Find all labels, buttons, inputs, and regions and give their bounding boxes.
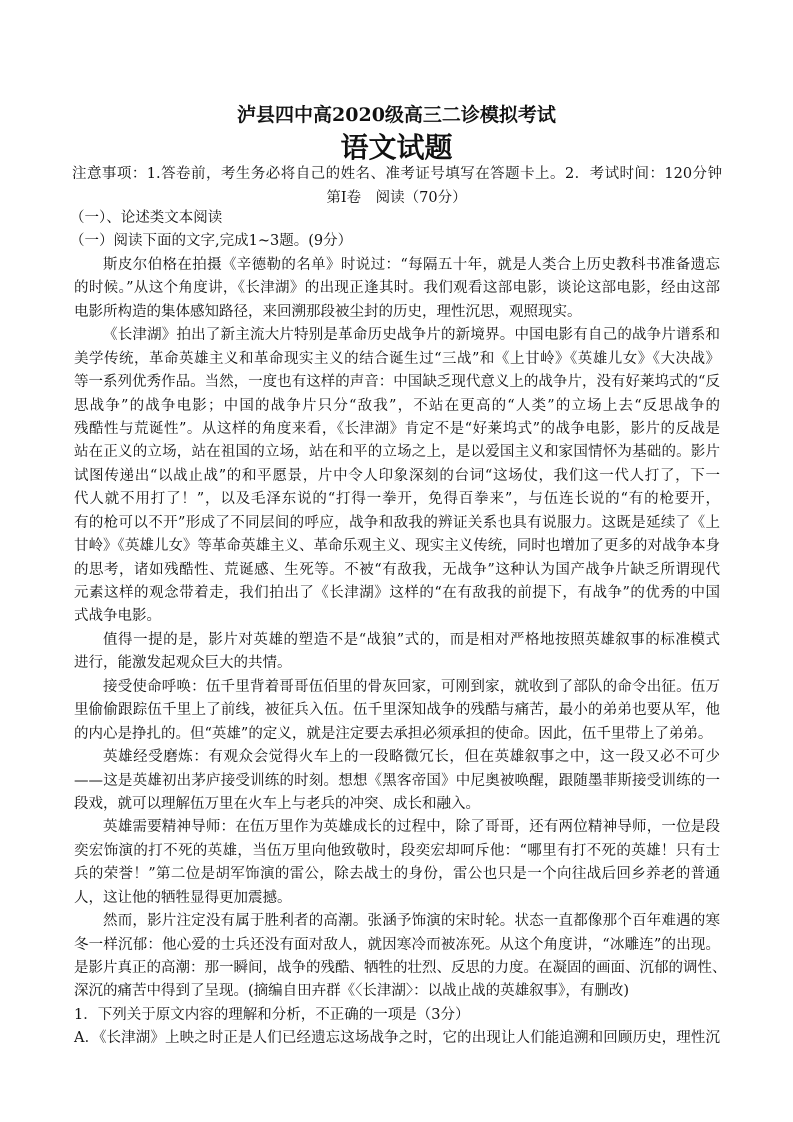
paragraph-line: 接受使命呼唤：伍千里背着哥哥伍佰里的骨灰回家，可刚到家，就收到了部队的命令出征。伍万 xyxy=(103,678,720,695)
paragraph-line: 电影所构造的集体感知路径，来回溯那段被尘封的历史，理性沉思，观照现实。 xyxy=(74,303,582,320)
paragraph xyxy=(74,254,720,324)
paragraph-line: 人，这让他的牺牲显得更加震撼。 xyxy=(74,889,292,906)
paragraph-line: 站在正义的立场，站在祖国的立场，站在和平的立场之上，是以爱国主义和家国情怀为基础的。影片 xyxy=(74,444,720,461)
passage xyxy=(74,254,727,1004)
paragraph-line: 有的枪可以不开”形成了不同层间的呼应，战争和敌我的辨证关系也具有说服力。这既是延续了《上 xyxy=(74,514,720,531)
exam-notice: 注意事项：1.答卷前，考生务必将自己的姓名、准考证号填写在答题卡上。2．考试时间：120分钟 xyxy=(72,166,722,182)
paragraph-line: 的思考，诸如残酷性、荒诞感、生死等。不被“有敌我，无战争”这种认为国产战争片缺乏所谓现代 xyxy=(74,561,720,578)
paragraph xyxy=(74,676,720,746)
document-body xyxy=(70,207,727,1051)
paragraph-line: 兵的荣誉！”第二位是胡军饰演的雷公，除去战士的身份，雷公也只是一个向往战后回乡养老的普通 xyxy=(74,866,720,883)
part-heading: 第I卷 阅读（70分） xyxy=(326,190,467,206)
paragraph-line: 是影片真正的高潮：那一瞬间，战争的残酷、牺牲的壮烈、反思的力度。在凝固的画面、沉郁的调性、 xyxy=(74,960,727,976)
paragraph-line: 式战争电影。 xyxy=(74,608,161,625)
paragraph-line: 英雄需要精神导师：在伍万里作为英雄成长的过程中，除了哥哥，还有两位精神导师，一位是段 xyxy=(103,819,720,836)
paragraph-line: 《长津湖》拍出了新主流大片特别是革命历史战争片的新境界。中国电影有自己的战争片谱系和 xyxy=(103,327,720,344)
paragraph xyxy=(74,746,720,816)
paragraph-line: 的内心是挣扎的。但“英雄”的定义，就是注定要去承担必须承担的使命。因此，伍千里带上了弟弟。 xyxy=(74,725,713,742)
paragraph xyxy=(74,910,727,1004)
paragraph xyxy=(74,324,720,629)
paragraph-line: 冬一样沉郁：他心爱的士兵还没有面对敌人，就因寒冷而被冻死。从这个角度讲，“冰雕连”的出现。 xyxy=(74,936,720,953)
paragraph-line: 甘岭》《英雄儿女》等革命英雄主义、革命乐观主义、现实主义传统，同时也增加了更多的对战争本身 xyxy=(74,538,720,555)
paragraph-line: 英雄经受磨炼：有观众会觉得火车上的一段略微冗长，但在英雄叙事之中，这一段又必不可少 xyxy=(103,749,720,766)
paragraph-line: 深沉的痛苦中得到了呈现。(摘编自田卉群《〈长津湖〉：以战止战的英雄叙事》，有删改) xyxy=(74,983,630,1000)
paragraph-line: 残酷性与荒诞性”。从这样的角度来看，《长津湖》肯定不是“好莱坞式”的战争电影，影片的反战是 xyxy=(74,420,720,437)
exam-subtitle: 语文试题 xyxy=(340,131,453,164)
paragraph-line: 等一系列优秀作品。当然，一度也有这样的声音：中国缺乏现代意义上的战争片，没有好莱坞式的“反 xyxy=(74,374,720,391)
paragraph-line: 里偷偷跟踪伍千里上了前线，被征兵入伍。伍千里深知战争的残酷与痛苦，最小的弟弟也要从军，他 xyxy=(74,702,720,719)
question-stem: 1．下列关于原文内容的理解和分析，不正确的一项是（3分） xyxy=(74,1006,470,1023)
section-heading: （一）、论述类文本阅读 xyxy=(70,210,223,226)
section-instruction: （一）阅读下面的文字,完成1~3题。(9分） xyxy=(70,233,353,250)
paragraph-line: 段戏，就可以理解伍万里在火车上与老兵的冲突、成长和融入。 xyxy=(74,795,480,812)
paragraph-line: 斯皮尔伯格在拍摄《辛德勒的名单》时说过：“每隔五十年，就是人类合上历史教科书准备遗忘 xyxy=(103,256,720,273)
paragraph-line: 思战争”的战争电影；中国的战争片只分“敌我”，不站在更高的“人类”的立场上去“反思战争的 xyxy=(74,397,720,414)
paragraph-line: 进行，能激发起观众巨大的共情。 xyxy=(74,655,292,672)
paragraph-line: 的时候。”从这个角度讲，《长津湖》的出现正逢其时。我们观看这部电影，谈论这部电影，经由这部 xyxy=(74,280,720,297)
paragraph-line: ——这是英雄初出茅庐接受训练的时刻。想想《黑客帝国》中尼奥被唤醒，跟随墨菲斯接受训练的一 xyxy=(74,772,720,789)
paragraph-line: 奕宏饰演的打不死的英雄，当伍万里向他致敬时，段奕宏却呵斥他：“哪里有打不死的英雄！只有士 xyxy=(74,842,720,859)
paragraph-line: 值得一提的是，影片对英雄的塑造不是“战狼”式的，而是相对严格地按照英雄叙事的标准模式 xyxy=(103,631,720,648)
paragraph-line: 然而，影片注定没有属于胜利者的高潮。张涵予饰演的宋时轮。状态一直都像那个百年难遇的寒 xyxy=(103,913,720,930)
paragraph-line: 元素这样的观念带着走，我们拍出了《长津湖》这样的“在有敌我的前提下，有战争”的优秀的中国 xyxy=(74,585,720,601)
question-option-a: A．《长津湖》上映之时正是人们已经遗忘这场战争之时，它的出现让人们能追溯和回顾历史，理性沉 xyxy=(74,1030,720,1047)
exam-title: 泸县四中高2020级高三二诊模拟考试 xyxy=(237,104,556,126)
paragraph-line: 代人就不用打了！”，以及毛泽东说的“打得一拳开，免得百拳来”，与伍连长说的“有的枪要开， xyxy=(74,491,720,508)
paragraph xyxy=(74,629,720,676)
paragraph-line: 试图传递出“以战止战”的和平愿景，片中令人印象深刻的台词“这场仗，我们这一代人打了，下一 xyxy=(74,467,720,484)
paragraph xyxy=(74,816,720,910)
paragraph-line: 美学传统，革命英雄主义和革命现实主义的结合诞生过“三战”和《上甘岭》《英雄儿女》《大决战》 xyxy=(74,350,720,367)
